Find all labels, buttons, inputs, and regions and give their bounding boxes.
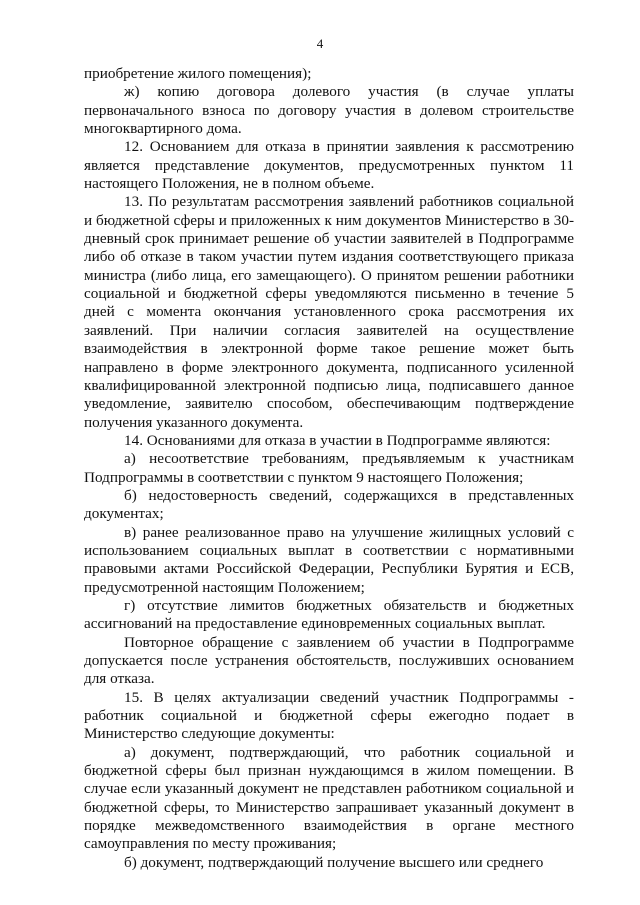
paragraph-clause-12: 12. Основанием для отказа в принятии заявления к рассмотрению является представление документов, предусмотренных пунктом 11 настоящего Положения, не в полном объеме. (84, 138, 574, 193)
paragraph-repeat-application: Повторное обращение с заявлением об участии в Подпрограмме допускается после устранения обстоятельств, послуживших основанием для отказа. (84, 633, 574, 688)
document-body (84, 65, 574, 872)
paragraph-item-v: в) ранее реализованное право на улучшение жилищных условий с использованием социальных выплат в соответствии с нормативными правовыми актами Российской Федерации, Республики Бурятия и ЕСВ, предусмотренной настоящим Положением; (84, 523, 574, 596)
paragraph-clause-13: 13. По результатам рассмотрения заявлений работников социальной и бюджетной сферы и приложенных к ним документов Министерство в 30-дневный срок принимает решение об участии заявителей в Подпрограмме либо об отказе в таком участии путем издания соответствующего приказа министра (либо лица, его замещающего). О принятом решении работники социальной и бюджетной сферы уведомляются письменно в течение 5 дней с момента окончания установленного срока рассмотрения их заявлений. При наличии согласия заявителей на осуществление взаимодействия в электронной форме такое решение может быть направлено в форме электронного документа, подписанного усиленной квалифицированной электронной подписью лица, подписавшего данное уведомление, заявителю способом, обеспечивающим подтверждение получения указанного документа. (84, 193, 574, 431)
paragraph-item-a: а) несоответствие требованиям, предъявляемым к участникам Подпрограммы в соответствии с пунктом 9 настоящего Положения; (84, 450, 574, 486)
paragraph-item-g: г) отсутствие лимитов бюджетных обязательств и бюджетных ассигнований на предоставление единовременных социальных выплат. (84, 596, 574, 633)
paragraph-clause-14: 14. Основаниями для отказа в участии в Подпрограмме являются: (124, 431, 551, 449)
paragraph-item-b: б) недостоверность сведений, содержащихся в представленных документах; (84, 486, 574, 523)
paragraph-item-b-15: б) документ, подтверждающий получение высшего или среднего (124, 853, 544, 871)
paragraph-item-a-15: а) документ, подтверждающий, что работник социальной и бюджетной сферы был признан нуждающимся в жилом помещении. В случае если указанный документ не представлен работником социальной и бюджетной сферы, то Министерство запрашивает указанный документ в порядке межведомственного взаимодействия в органе местного самоуправления по месту проживания; (84, 743, 574, 853)
paragraph-clause-15: 15. В целях актуализации сведений участник Подпрограммы - работник социальной и бюджетной сферы ежегодно подает в Министерство следующие документы: (84, 688, 574, 743)
paragraph-item-zh: ж) копию договора долевого участия (в случае уплаты первоначального взноса по договору участия в долевом строительстве многоквартирного дома. (84, 83, 574, 138)
page-number: 4 (316, 36, 324, 51)
paragraph-continuation: приобретение жилого помещения); (84, 65, 312, 82)
